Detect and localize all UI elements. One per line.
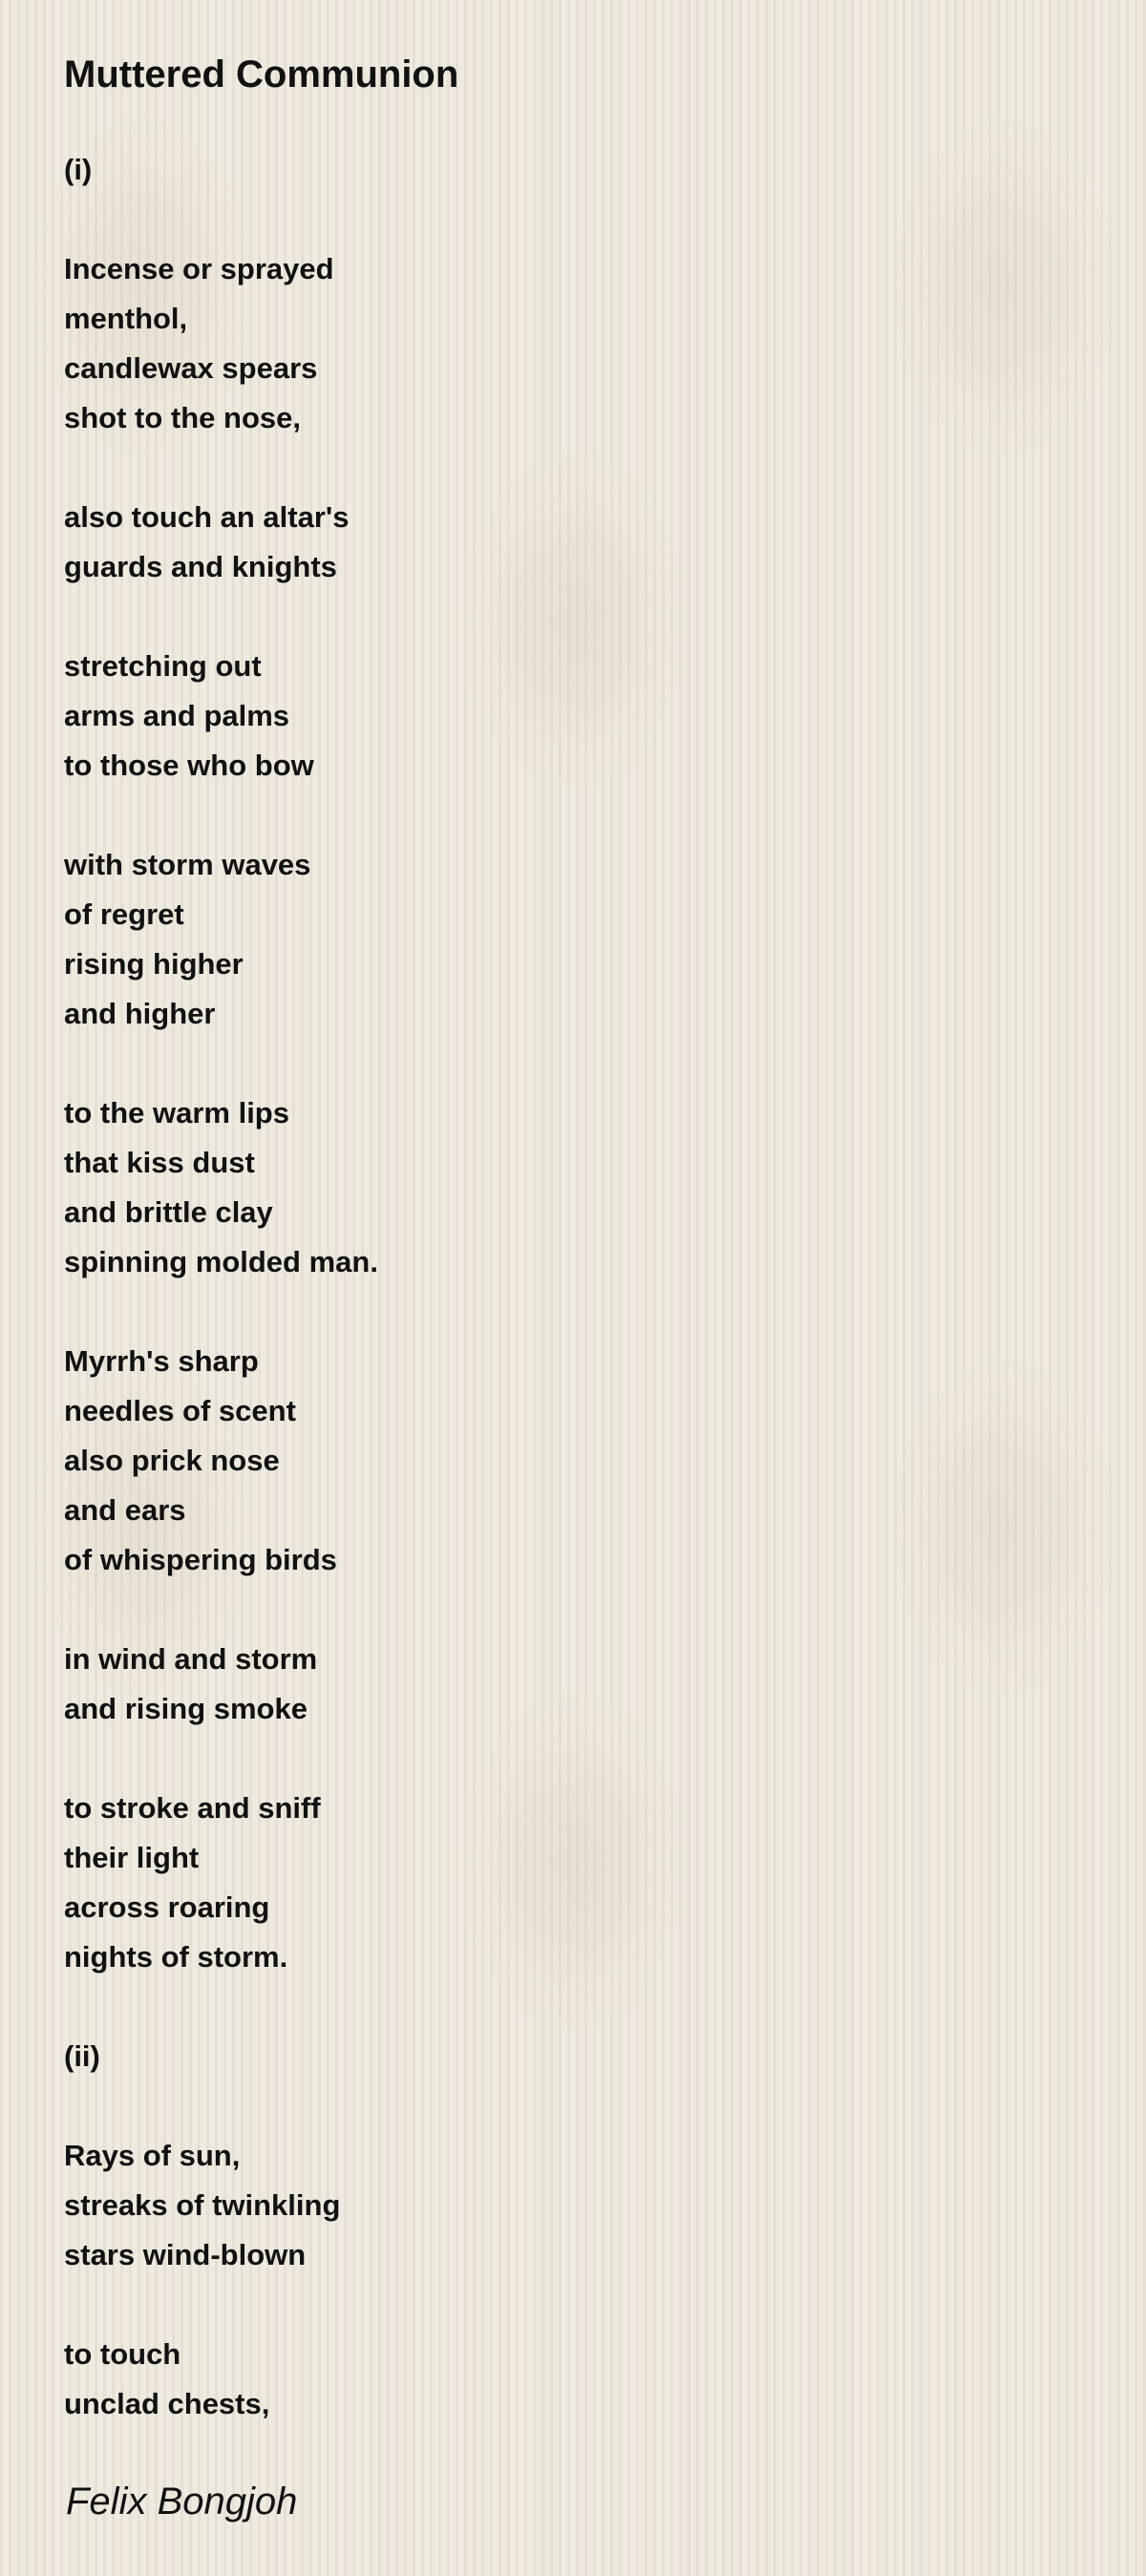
poem-line: stretching out bbox=[64, 649, 262, 683]
poem-line: rising higher bbox=[64, 947, 244, 981]
poem-line: unclad chests, bbox=[64, 2387, 270, 2420]
poem-stanza bbox=[64, 2032, 1114, 2081]
poem-line: arms and palms bbox=[64, 699, 290, 732]
poem-stanza bbox=[64, 1784, 1114, 1982]
poem-line: (i) bbox=[64, 153, 93, 186]
poem-line: to the warm lips bbox=[64, 1096, 289, 1130]
poem-line: Rays of sun, bbox=[64, 2139, 241, 2172]
poem-stanza bbox=[64, 493, 1114, 592]
poem-line: candlewax spears bbox=[64, 351, 318, 385]
poem-line: their light bbox=[64, 1841, 200, 1874]
poem-line: of regret bbox=[64, 897, 184, 931]
poem-line: to touch bbox=[64, 2337, 181, 2371]
poem-stanza bbox=[64, 1088, 1114, 1287]
poem-stanza bbox=[64, 642, 1114, 791]
poem-line: and higher bbox=[64, 997, 216, 1030]
poem-line: Incense or sprayed bbox=[64, 252, 334, 285]
poem-line: nights of storm. bbox=[64, 1940, 288, 1974]
poem-line: across roaring bbox=[64, 1890, 270, 1924]
poem-stanza bbox=[64, 840, 1114, 1039]
poem-stanza bbox=[64, 244, 1114, 443]
poem-line: also prick nose bbox=[64, 1444, 280, 1477]
poem-line: to those who bow bbox=[64, 749, 314, 782]
poem-container bbox=[64, 46, 1114, 2479]
poem-line: and rising smoke bbox=[64, 1692, 308, 1725]
poem-line: shot to the nose, bbox=[64, 401, 301, 434]
poem-line: menthol, bbox=[64, 302, 188, 335]
poem-line: to stroke and sniff bbox=[64, 1791, 321, 1825]
poem-line: streaks of twinkling bbox=[64, 2188, 341, 2222]
poem-line: and brittle clay bbox=[64, 1195, 273, 1229]
poem-stanza bbox=[64, 2330, 1114, 2429]
poem-stanza bbox=[64, 1635, 1114, 1734]
poem-line: spinning molded man. bbox=[64, 1245, 378, 1278]
poem-line: of whispering birds bbox=[64, 1543, 337, 1576]
poem-line: guards and knights bbox=[64, 550, 337, 583]
poem-body bbox=[64, 145, 1114, 2429]
poem-line: in wind and storm bbox=[64, 1642, 318, 1676]
poem-line: stars wind-blown bbox=[64, 2238, 307, 2271]
poem-line: with storm waves bbox=[64, 848, 311, 881]
poem-line: also touch an altar's bbox=[64, 500, 350, 534]
poem-title: Muttered Communion bbox=[64, 53, 459, 95]
poem-stanza bbox=[64, 145, 1114, 195]
poem-author[interactable]: Felix Bongjoh bbox=[66, 2481, 298, 2523]
poem-line: needles of scent bbox=[64, 1394, 296, 1427]
poem-line: Myrrh's sharp bbox=[64, 1344, 259, 1378]
poem-line: that kiss dust bbox=[64, 1146, 255, 1179]
poem-stanza bbox=[64, 1337, 1114, 1585]
poem-stanza bbox=[64, 2131, 1114, 2280]
poem-line: (ii) bbox=[64, 2039, 100, 2073]
poem-line: and ears bbox=[64, 1493, 186, 1527]
